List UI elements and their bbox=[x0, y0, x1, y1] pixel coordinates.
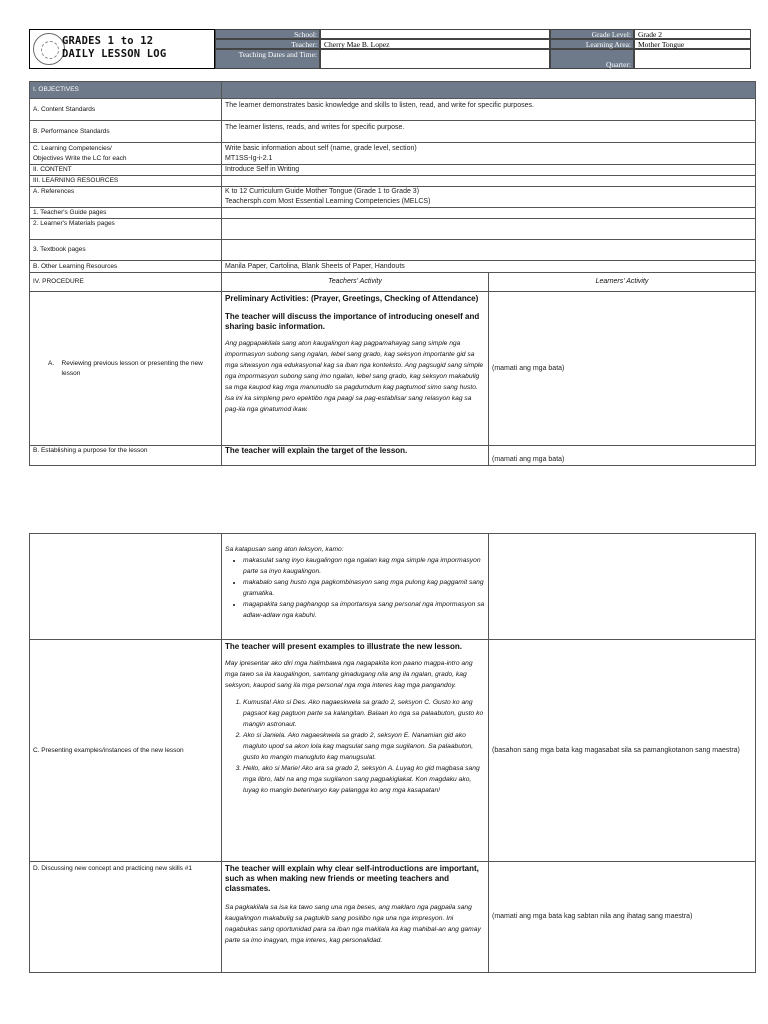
table-row bbox=[30, 292, 756, 446]
list-item: 3. Hello, ako si Marie! Ako ara sa grado 2, seksyon A. Luyag ko gid magbasa sang mga libro, labi na ang mga sugilanon sang pagpakiglakat. Kon magdaku ako, luyag ko mangin beterinaryo kay palangga ko ang mga kasapatan! bbox=[243, 763, 485, 796]
list-item: • magapakita sang paghangop sa importansya sang personal nga impormasyon sa adlaw-adlaw nga kabuhi. bbox=[243, 599, 485, 621]
table-row bbox=[30, 261, 756, 273]
teacher-value: Cherry Mae B. Lopez bbox=[320, 39, 550, 49]
grade-label: Grade Level: bbox=[550, 29, 634, 39]
list-item: 2. Ako si Janiela. Ako nagaeskwela sa grado 2, seksyon E. Nanamian gid ako magluto upod sa akon lola kag magsulat sang mga sugilanon. Sa palaabuton, gusto ko mangin manugluto kag manugsulat. bbox=[243, 730, 485, 763]
reviewing-lesson-text: Reviewing previous lesson or presenting the new lesson bbox=[61, 359, 203, 377]
content-value: Introduce Self in Writing bbox=[222, 165, 756, 176]
header-info-grid bbox=[215, 29, 751, 69]
table-row bbox=[30, 219, 756, 240]
reviewing-lesson-learner: (mamati ang mga bata) bbox=[489, 292, 756, 446]
table-row bbox=[30, 208, 756, 219]
content-label: II. CONTENT bbox=[30, 165, 222, 176]
table-row bbox=[30, 273, 756, 292]
establishing-purpose-label: B. Establishing a purpose for the lesson bbox=[30, 446, 222, 466]
content-standards-value: The learner demonstrates basic knowledge and skills to listen, read, and write for specific purposes. bbox=[222, 99, 756, 121]
list-item: • makasulat sang inyo kaugalingon nga ngalan kag mga simple nga impormasyon parte sa inyo kaugalingon. bbox=[243, 555, 485, 577]
learners-activity-header: Learners' Activity bbox=[489, 273, 756, 292]
learning-resources-label: III. LEARNING RESOURCES bbox=[30, 176, 222, 187]
table-row bbox=[30, 187, 756, 208]
teachers-guide-label: 1. Teacher's Guide pages bbox=[30, 208, 222, 219]
establishing-purpose-teacher: The teacher will explain the target of the lesson. bbox=[222, 446, 489, 466]
competencies-code: MT1SS-Ig-i-2.1 bbox=[225, 154, 273, 162]
competencies-label-line-1: C. Learning Competencies/ bbox=[33, 144, 112, 152]
references-label: A. References bbox=[30, 187, 222, 208]
textbook-pages-label: 3. Textbook pages bbox=[30, 240, 222, 261]
lesson-log-title-box bbox=[29, 29, 215, 69]
learners-materials-label: 2. Learner's Materials pages bbox=[30, 219, 222, 240]
teachers-activity-header: Teachers' Activity bbox=[222, 273, 489, 292]
item-letter-a: A. bbox=[48, 359, 55, 367]
table-row bbox=[30, 165, 756, 176]
list-item: • makabalo sang husto nga pagkombinasyon sang mga pulong kag paggamit sang gramatika. bbox=[243, 577, 485, 599]
discussing-concept-teacher bbox=[222, 862, 489, 973]
lesson-objectives-continued bbox=[222, 534, 489, 640]
table-row bbox=[30, 534, 756, 640]
other-resources-label: B. Other Learning Resources bbox=[30, 261, 222, 273]
area-value: Mother Tongue bbox=[634, 39, 751, 49]
references-line-1: K to 12 Curriculum Guide Mother Tongue (Grade 1 to Grade 3) bbox=[225, 188, 420, 195]
procedure-label: IV. PROCEDURE bbox=[30, 273, 222, 292]
performance-standards-label: B. Performance Standards bbox=[30, 121, 222, 143]
objectives-list bbox=[225, 555, 485, 621]
performance-standards-value: The learner listens, reads, and writes for specific purpose. bbox=[222, 121, 756, 143]
area-label: Learning Area: bbox=[550, 39, 634, 49]
quarter-value bbox=[634, 49, 751, 69]
examples-paragraph: May ipresentar ako diri mga halimbawa nga nagapakita kon paano magpa-intro ang mga tawo sa ila kaugalingon, samtang ginadugang nila ang ila ngalan, grado, kag seksyon, kaupod sang ila mga personal nga mga interes kag mga pangandoy. bbox=[225, 660, 473, 689]
reviewing-lesson-teacher bbox=[222, 292, 489, 446]
reviewing-lesson-label bbox=[30, 292, 222, 446]
deped-seal-icon bbox=[33, 33, 65, 65]
table-row bbox=[30, 99, 756, 121]
establishing-purpose-learner: (mamati ang mga bata) bbox=[489, 446, 756, 466]
quarter-label: Quarter: bbox=[550, 49, 634, 69]
content-standards-label: A. Content Standards bbox=[30, 99, 222, 121]
lesson-table-page-1 bbox=[29, 81, 756, 466]
other-resources-value: Manila Paper, Cartolina, Blank Sheets of Paper, Handouts bbox=[222, 261, 756, 273]
discussing-concept-learner: (mamati ang mga bata kag sabtan nila ang ihatag sang maestra) bbox=[489, 862, 756, 973]
dates-label: Teaching Dates and Time: bbox=[215, 49, 320, 69]
references-value bbox=[222, 187, 756, 208]
presenting-examples-label: C. Presenting examples/instances of the new lesson bbox=[30, 640, 222, 862]
references-line-2: Teachersph.com Most Essential Learning Competencies (MELCS) bbox=[225, 198, 431, 205]
discussing-paragraph: Sa pagkakilala sa isa ka tawo sang una nga beses, ang maklaro nga pagpaila sang kaugalingon makabulig sa pagtukib sang positibo nga una nga impresyon. Ini nagabukas sang oportunidad para sa iban nga makilala ka kag mahibal-an ang gamay parte sa imo inagyan, mga interes, kag personalidad. bbox=[225, 904, 481, 944]
examples-list bbox=[225, 697, 485, 796]
objectives-intro: Sa katapusan sang aton leksyon, kamo: bbox=[225, 546, 344, 553]
table-row bbox=[30, 82, 756, 99]
competencies-value bbox=[222, 143, 756, 165]
competencies-label-line-2: Objectives Write the LC for each bbox=[33, 154, 127, 162]
competencies-label bbox=[30, 143, 222, 165]
list-item: 1. Kumusta! Ako si Des. Ako nagaeskwela sa grado 2, seksyon C. Gusto ko ang pagsaot kag pagtuon parte sa kalangitan. Balaan ko nga sa palaabuton, gusto ko mangin astronaut. bbox=[243, 697, 485, 730]
teacher-discuss-importance: The teacher will discuss the importance of introducing oneself and sharing basic information. bbox=[225, 312, 480, 331]
lesson-table-page-2 bbox=[29, 533, 756, 973]
table-row bbox=[30, 446, 756, 466]
title-line-1: GRADES 1 to 12 bbox=[62, 35, 154, 47]
discussing-concept-label: D. Discussing new concept and practicing new skills #1 bbox=[30, 862, 222, 973]
competencies-line-1: Write basic information about self (name, grade level, section) bbox=[225, 144, 417, 152]
grade-value: Grade 2 bbox=[634, 29, 751, 39]
title-line-2: DAILY LESSON LOG bbox=[62, 48, 167, 60]
teacher-present-examples: The teacher will present examples to illustrate the new lesson. bbox=[225, 642, 462, 651]
table-row bbox=[30, 240, 756, 261]
objectives-header: I. OBJECTIVES bbox=[30, 82, 222, 99]
teacher-label: Teacher: bbox=[215, 39, 320, 49]
school-value bbox=[320, 29, 550, 39]
presenting-examples-teacher bbox=[222, 640, 489, 862]
table-row bbox=[30, 640, 756, 862]
table-row bbox=[30, 121, 756, 143]
reviewing-paragraph: Ang pagpapakilala sang aton kaugalingon kag pagpamahayag sang simple nga impormasyon subong sang ngalan, lebel sang grado, kag seksyon importante gid sa mga sitwasyon nga edukasyonal kag sa iban nga konteksto. Ang pagsugid sang simple nga impormasyon subong sang imo ngalan, lebel sang grado, kag seksyon makabulig sa mga kaupod kag mga manunudlo sa pagdumdum kag pagtumod simo sang husto. Isa ini ka simpleng pero epektibo nga paagi sa pag-establisar sang relasyon kag sa pag-ila nga ginatumod ikaw. bbox=[225, 340, 484, 413]
school-label: School: bbox=[215, 29, 320, 39]
table-row bbox=[30, 176, 756, 187]
presenting-examples-learner: (basahon sang mga bata kag magasabat sila sa pamangkotanon sang maestra) bbox=[489, 640, 756, 862]
table-row bbox=[30, 143, 756, 165]
table-row bbox=[30, 862, 756, 973]
teacher-explain-introductions: The teacher will explain why clear self-introductions are important, such as when making new friends or meeting teachers and classmates. bbox=[225, 864, 479, 893]
preliminary-activities: Preliminary Activities: (Prayer, Greetings, Checking of Attendance) bbox=[225, 294, 479, 303]
dates-value bbox=[320, 49, 550, 69]
